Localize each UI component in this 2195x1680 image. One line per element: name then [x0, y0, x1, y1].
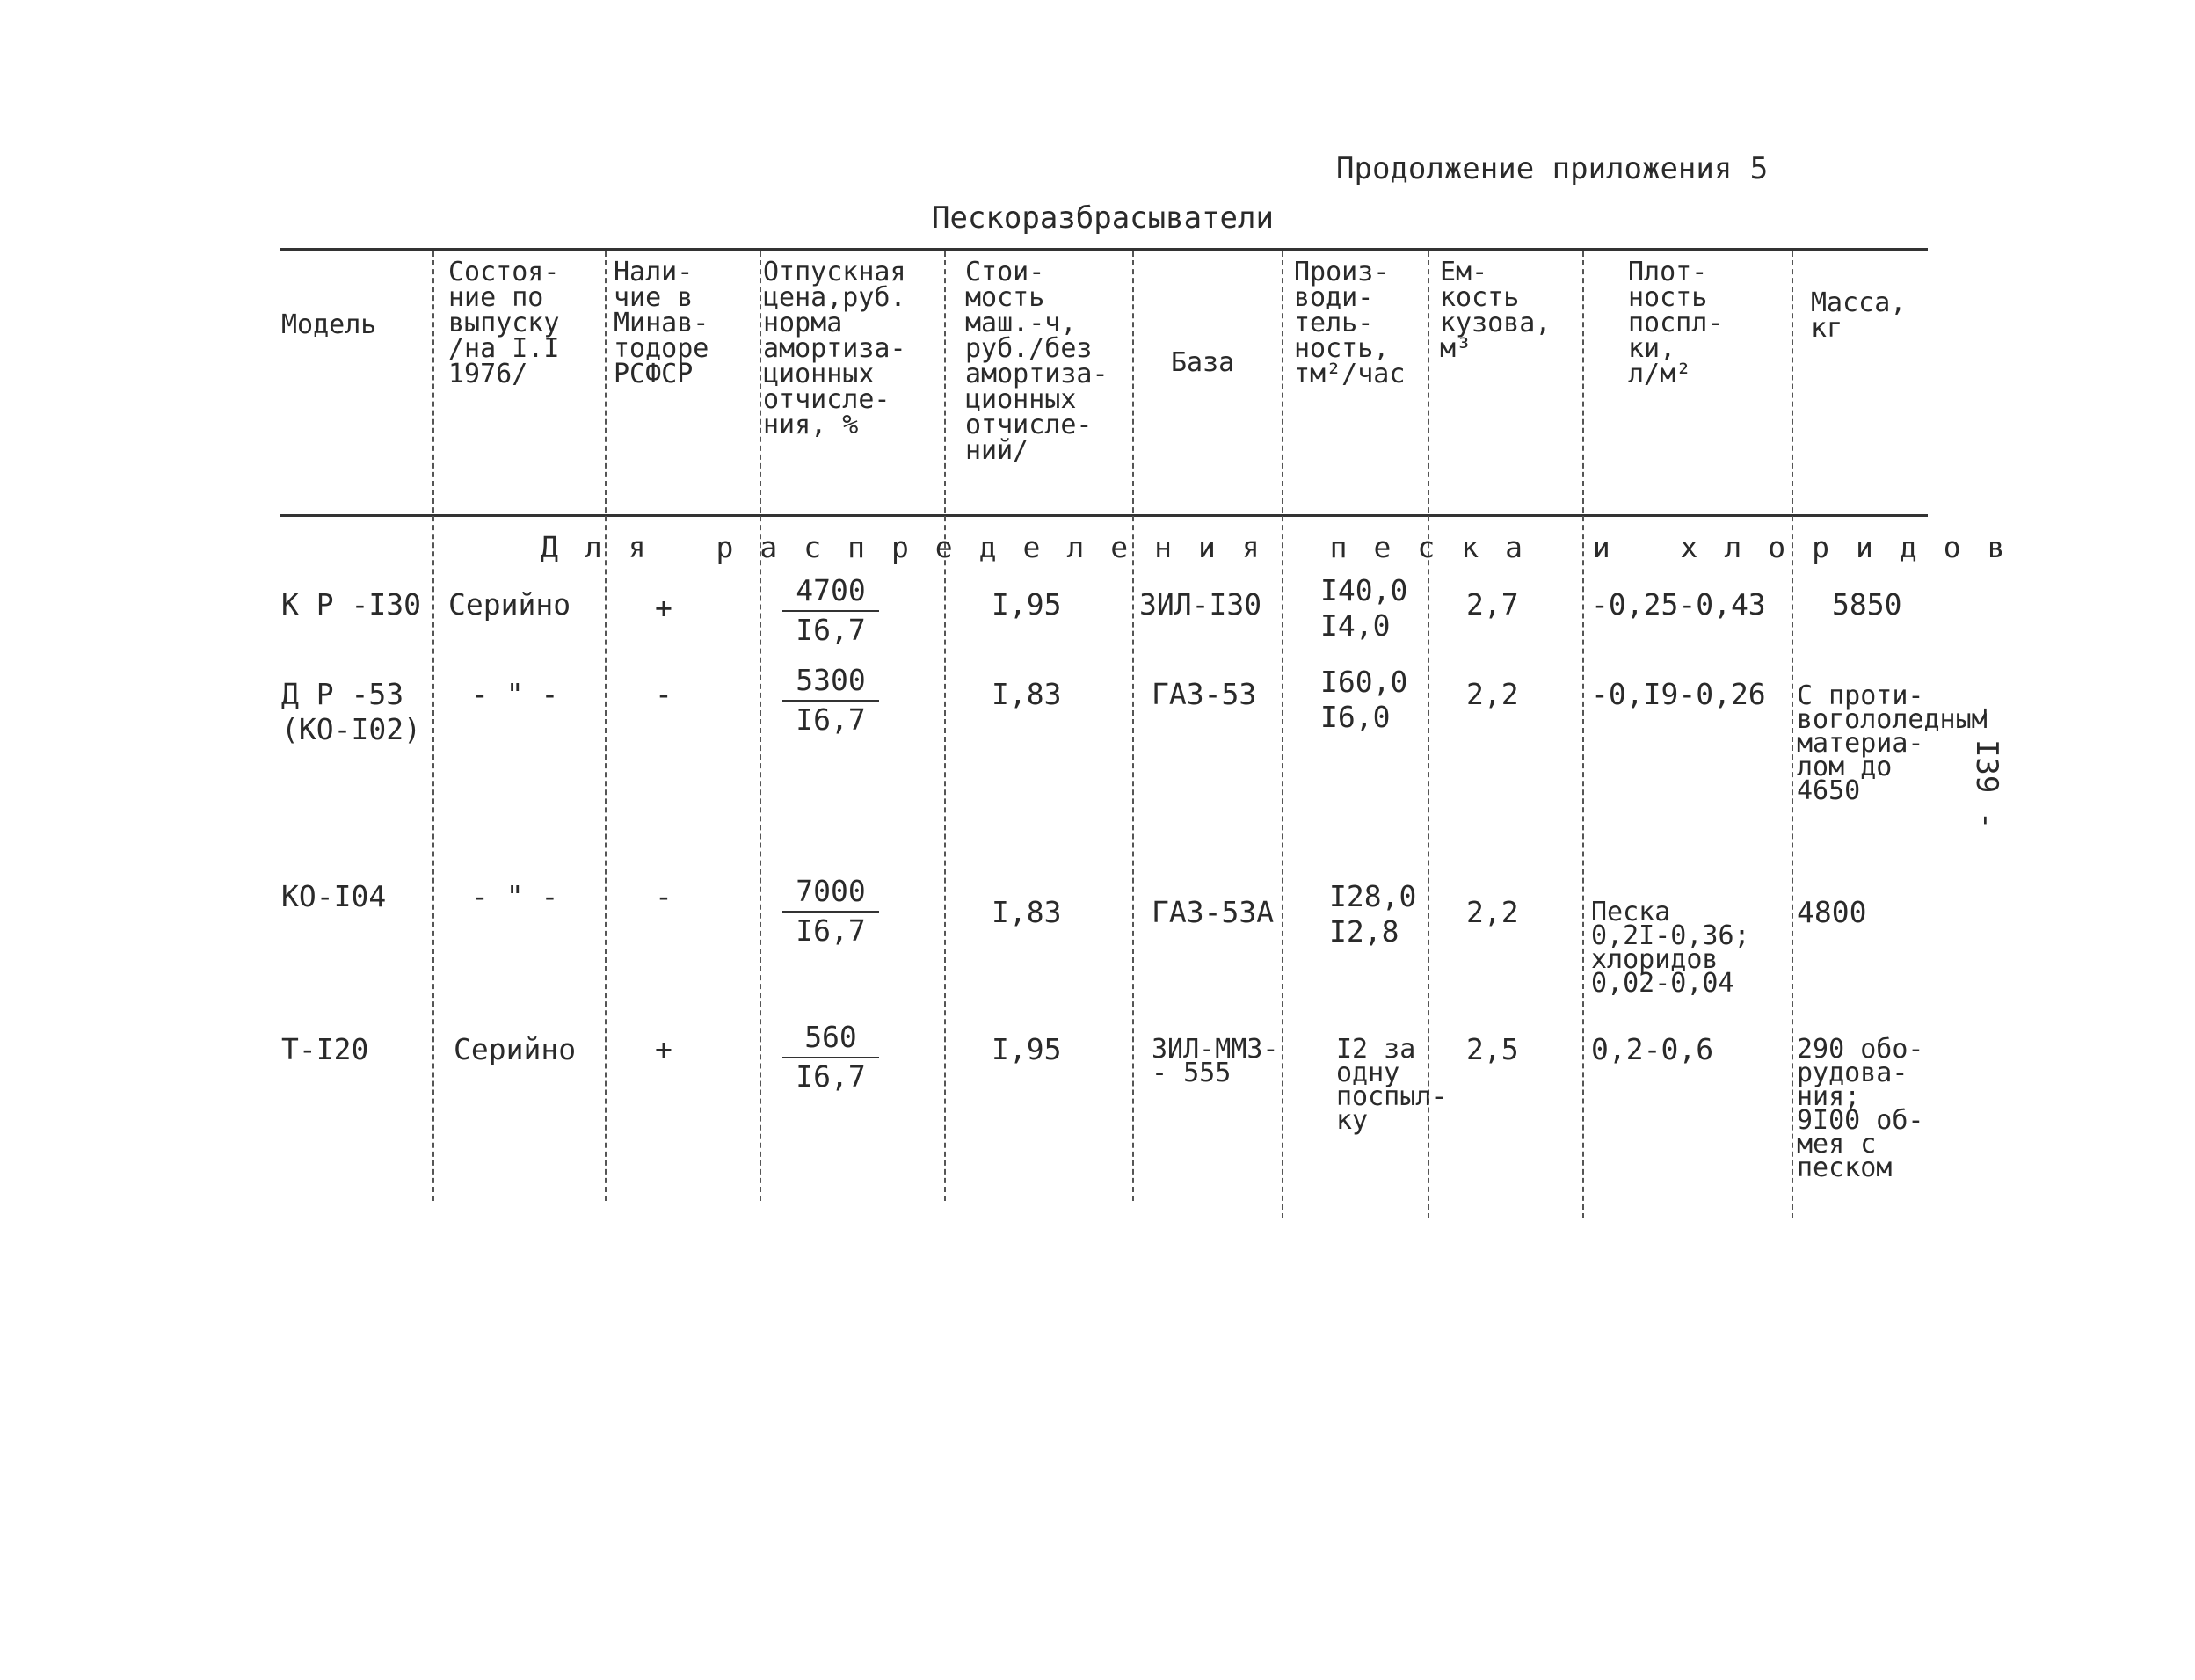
header-base: База	[1171, 347, 1235, 378]
row4-mass: 290 обо- рудова- ния; 9I00 об- мея с песком	[1797, 1034, 1924, 1183]
row2-price: 5300	[782, 663, 879, 702]
header-model: Модель	[281, 309, 377, 340]
header-availability: Нали- чие в Минав- тодоре РСФСР	[614, 257, 709, 389]
row3-price: 7000	[782, 874, 879, 913]
row2-productivity: I60,0 I6,0	[1320, 665, 1408, 734]
row4-availability: +	[655, 1032, 672, 1066]
row2-amort: I6,7	[796, 702, 866, 737]
table-title: Пескоразбрасыватели	[932, 200, 1274, 236]
column-divider	[1792, 251, 1793, 1218]
row2-density: -0,I9-0,26	[1591, 677, 1766, 711]
header-price: Отпускная цена,руб. норма амортиза- ционных отчисле- ния, %	[763, 257, 906, 440]
row4-amort: I6,7	[796, 1059, 866, 1094]
column-divider	[1282, 251, 1283, 1218]
row3-price-fraction	[782, 874, 879, 949]
header-bottom-rule	[280, 514, 1928, 517]
header-productivity: Произ- води- тель- ность, тм²/час	[1294, 257, 1406, 389]
row1-amort: I6,7	[796, 613, 866, 647]
row1-base: ЗИЛ-I30	[1139, 587, 1262, 622]
row3-base: ГАЗ-53А	[1152, 895, 1275, 929]
row2-availability: -	[655, 677, 672, 711]
row3-amort: I6,7	[796, 913, 866, 948]
row1-status: Серийно	[448, 587, 571, 622]
row2-cost: I,83	[992, 677, 1062, 711]
header-density: Плот- ность поспл- ки, л/м²	[1628, 257, 1724, 389]
row4-price-fraction	[782, 1020, 879, 1095]
row2-capacity: 2,2	[1466, 677, 1519, 711]
column-divider	[432, 251, 434, 1201]
row4-model: Т-I20	[281, 1032, 369, 1066]
row3-mass: 4800	[1797, 895, 1867, 929]
row3-density: Песка 0,2I-0,36; хлоридов 0,02-0,04	[1591, 897, 1750, 999]
row2-price-fraction	[782, 663, 879, 738]
row2-base: ГАЗ-53	[1152, 677, 1257, 711]
row4-capacity: 2,5	[1466, 1032, 1519, 1066]
row4-productivity: I2 за одну поспыл- ку	[1336, 1034, 1448, 1136]
row1-cost: I,95	[992, 587, 1062, 622]
row1-density: -0,25-0,43	[1591, 587, 1766, 622]
row1-price-fraction	[782, 573, 879, 649]
header-cost: Стои- мость маш.-ч, руб./без амортиза- ционных отчисле- ний/	[965, 257, 1108, 466]
row4-cost: I,95	[992, 1032, 1062, 1066]
row3-status: - " -	[471, 879, 559, 913]
page-number: - I39 -	[1969, 703, 2004, 830]
row3-cost: I,83	[992, 895, 1062, 929]
row4-price: 560	[782, 1020, 879, 1058]
column-divider	[944, 251, 946, 1201]
row3-productivity: I28,0 I2,8	[1329, 879, 1417, 949]
row1-model: К Р -I30	[281, 587, 421, 622]
row1-productivity: I40,0 I4,0	[1320, 573, 1408, 643]
column-divider	[1132, 251, 1134, 1201]
column-divider	[1582, 251, 1584, 1218]
header-capacity: Ем- кость кузова, м³	[1440, 257, 1552, 364]
header-mass: Масса, кг	[1811, 287, 1907, 344]
row1-mass: 5850	[1832, 587, 1902, 622]
column-divider	[605, 251, 607, 1201]
row2-status: - " -	[471, 677, 559, 711]
row4-density: 0,2-0,6	[1591, 1032, 1714, 1066]
section-label: Для распределения песка и хлоридов	[541, 530, 2031, 564]
appendix-label: Продолжение приложения 5	[1336, 151, 1769, 186]
row1-price: 4700	[782, 573, 879, 612]
row2-mass: С проти- вогололедным материа- лом до 4650	[1797, 680, 1988, 806]
row3-model: КО-I04	[281, 879, 387, 913]
row4-base: ЗИЛ-ММЗ- - 555	[1152, 1034, 1279, 1088]
row1-availability: +	[655, 591, 672, 625]
table-top-rule	[280, 248, 1928, 251]
row4-status: Серийно	[454, 1032, 577, 1066]
row3-capacity: 2,2	[1466, 895, 1519, 929]
row2-model: Д Р -53 (КО-I02)	[281, 677, 421, 746]
header-status: Состоя- ние по выпуску /на I.I 1976/	[448, 257, 560, 389]
column-divider	[760, 251, 761, 1201]
row3-availability: -	[655, 879, 672, 913]
row1-capacity: 2,7	[1466, 587, 1519, 622]
